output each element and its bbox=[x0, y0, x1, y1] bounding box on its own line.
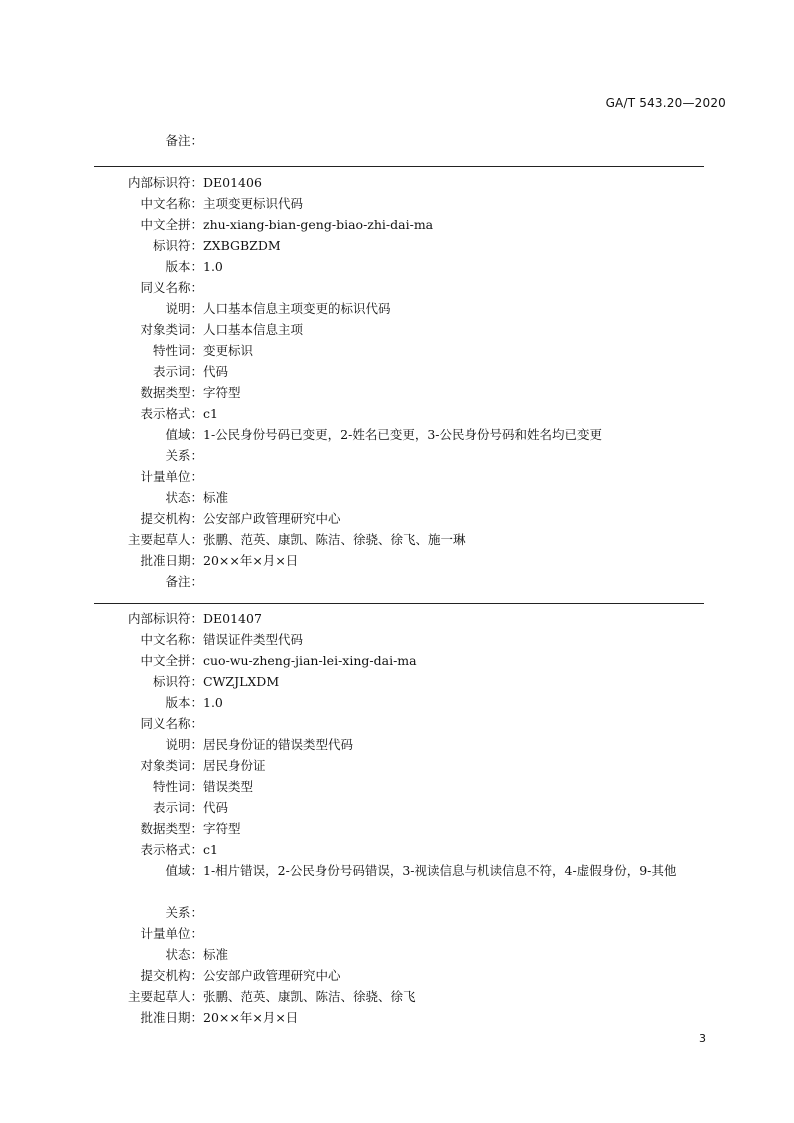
field-label: 计量单位： bbox=[140, 926, 203, 941]
field-row bbox=[0, 487, 794, 508]
field-row bbox=[0, 424, 794, 445]
entry-divider bbox=[94, 166, 704, 167]
field-value: 居民身份证的错误类型代码 bbox=[203, 737, 354, 752]
field-value bbox=[203, 923, 718, 944]
standard-code: GA/T 543.20—2020 bbox=[605, 96, 726, 110]
field-label: 主要起草人： bbox=[127, 532, 203, 547]
field-value: 标准 bbox=[203, 947, 229, 962]
field-value: 1.0 bbox=[203, 259, 223, 274]
field-row bbox=[0, 902, 794, 923]
lead-note-row bbox=[0, 130, 794, 151]
field-label: 中文名称： bbox=[140, 632, 203, 647]
field-row bbox=[0, 1007, 794, 1028]
field-label: 特性词： bbox=[152, 779, 203, 794]
field-label: 中文名称： bbox=[140, 196, 203, 211]
field-label: 值域： bbox=[165, 863, 203, 878]
field-row bbox=[0, 508, 794, 529]
field-value: zhu-xiang-bian-geng-biao-zhi-dai-ma bbox=[203, 217, 434, 232]
field-label: 标识符： bbox=[152, 238, 203, 253]
field-label: 中文全拼： bbox=[140, 217, 203, 232]
field-row bbox=[0, 965, 794, 986]
field-row bbox=[0, 550, 794, 571]
field-row bbox=[0, 629, 794, 650]
field-value: 代码 bbox=[203, 364, 229, 379]
field-row bbox=[0, 755, 794, 776]
field-value: 主项变更标识代码 bbox=[203, 196, 304, 211]
field-row bbox=[0, 986, 794, 1007]
field-label: 对象类词： bbox=[140, 758, 203, 773]
field-row bbox=[0, 671, 794, 692]
field-label: 特性词： bbox=[152, 343, 203, 358]
field-label: 备注： bbox=[165, 574, 203, 589]
field-value: 人口基本信息主项 bbox=[203, 322, 304, 337]
field-value: c1 bbox=[203, 842, 218, 857]
field-value: 张鹏、范英、康凯、陈洁、徐骁、徐飞 bbox=[203, 989, 416, 1004]
field-row bbox=[0, 529, 794, 550]
field-value: CWZJLXDM bbox=[203, 674, 280, 689]
field-value: 20××年×月×日 bbox=[203, 1010, 299, 1025]
field-value: 居民身份证 bbox=[203, 758, 266, 773]
field-row bbox=[0, 797, 794, 818]
field-label: 批准日期： bbox=[140, 553, 203, 568]
field-row bbox=[0, 944, 794, 965]
field-value: 1-相片错误，2-公民身份号码错误，3-视读信息与机读信息不符，4-虚假身份，9-其他 bbox=[203, 863, 677, 878]
field-value: 标准 bbox=[203, 490, 229, 505]
field-value: 张鹏、范英、康凯、陈洁、徐骁、徐飞、施一琳 bbox=[203, 532, 466, 547]
entry-divider bbox=[94, 603, 704, 604]
field-value: 变更标识 bbox=[203, 343, 254, 358]
field-row bbox=[0, 445, 794, 466]
field-label: 版本： bbox=[165, 695, 203, 710]
field-value bbox=[203, 902, 718, 923]
field-row bbox=[0, 382, 794, 403]
field-label: 同义名称： bbox=[140, 280, 203, 295]
field-value: ZXBGBZDM bbox=[203, 238, 281, 253]
field-label: 中文全拼： bbox=[140, 653, 203, 668]
field-row bbox=[0, 692, 794, 713]
field-value: 公安部户政管理研究中心 bbox=[203, 968, 341, 983]
field-row bbox=[0, 319, 794, 340]
field-value: 20××年×月×日 bbox=[203, 553, 299, 568]
field-label: 计量单位： bbox=[140, 469, 203, 484]
field-label: 标识符： bbox=[152, 674, 203, 689]
field-label: 对象类词： bbox=[140, 322, 203, 337]
field-row bbox=[0, 860, 794, 902]
field-row bbox=[0, 608, 794, 629]
field-value bbox=[203, 277, 718, 298]
field-value bbox=[203, 571, 718, 592]
field-row bbox=[0, 193, 794, 214]
field-row bbox=[0, 403, 794, 424]
field-label: 数据类型： bbox=[140, 385, 203, 400]
field-row bbox=[0, 571, 794, 592]
field-row bbox=[0, 776, 794, 797]
field-row bbox=[0, 214, 794, 235]
field-label: 同义名称： bbox=[140, 716, 203, 731]
field-value bbox=[203, 445, 718, 466]
field-value: 代码 bbox=[203, 800, 229, 815]
field-label: 关系： bbox=[165, 905, 203, 920]
field-value: 人口基本信息主项变更的标识代码 bbox=[203, 301, 391, 316]
page-number: 3 bbox=[699, 1032, 706, 1045]
field-row bbox=[0, 277, 794, 298]
field-label: 表示词： bbox=[152, 364, 203, 379]
field-label: 内部标识符： bbox=[127, 611, 203, 626]
data-element-entry bbox=[0, 608, 794, 1028]
field-row bbox=[0, 235, 794, 256]
field-row bbox=[0, 466, 794, 487]
field-value: cuo-wu-zheng-jian-lei-xing-dai-ma bbox=[203, 653, 417, 668]
field-label: 状态： bbox=[165, 490, 203, 505]
field-label: 备注： bbox=[165, 133, 203, 148]
field-label: 关系： bbox=[165, 448, 203, 463]
field-value: 公安部户政管理研究中心 bbox=[203, 511, 341, 526]
field-label: 值域： bbox=[165, 427, 203, 442]
data-element-entry bbox=[0, 172, 794, 592]
field-row bbox=[0, 818, 794, 839]
field-value bbox=[203, 713, 718, 734]
field-value: 1-公民身份号码已变更，2-姓名已变更，3-公民身份号码和姓名均已变更 bbox=[203, 427, 603, 442]
field-value: DE01407 bbox=[203, 611, 262, 626]
field-row bbox=[0, 650, 794, 671]
field-label: 主要起草人： bbox=[127, 989, 203, 1004]
field-row bbox=[0, 734, 794, 755]
field-row bbox=[0, 361, 794, 382]
field-label: 表示词： bbox=[152, 800, 203, 815]
field-label: 提交机构： bbox=[140, 511, 203, 526]
field-label: 版本： bbox=[165, 259, 203, 274]
field-row bbox=[0, 298, 794, 319]
field-value bbox=[203, 130, 718, 151]
field-label: 说明： bbox=[165, 737, 203, 752]
field-label: 表示格式： bbox=[140, 406, 203, 421]
field-value: DE01406 bbox=[203, 175, 262, 190]
field-row bbox=[0, 172, 794, 193]
field-row bbox=[0, 256, 794, 277]
field-value: 1.0 bbox=[203, 695, 223, 710]
field-value: 字符型 bbox=[203, 821, 241, 836]
field-value: c1 bbox=[203, 406, 218, 421]
field-label: 内部标识符： bbox=[127, 175, 203, 190]
field-row bbox=[0, 923, 794, 944]
field-label: 状态： bbox=[165, 947, 203, 962]
field-value: 错误证件类型代码 bbox=[203, 632, 304, 647]
field-label: 表示格式： bbox=[140, 842, 203, 857]
field-label: 提交机构： bbox=[140, 968, 203, 983]
field-value: 错误类型 bbox=[203, 779, 254, 794]
field-row bbox=[0, 340, 794, 361]
field-value bbox=[203, 466, 718, 487]
field-label: 数据类型： bbox=[140, 821, 203, 836]
field-label: 说明： bbox=[165, 301, 203, 316]
field-row bbox=[0, 839, 794, 860]
field-label: 批准日期： bbox=[140, 1010, 203, 1025]
field-row bbox=[0, 713, 794, 734]
field-value: 字符型 bbox=[203, 385, 241, 400]
